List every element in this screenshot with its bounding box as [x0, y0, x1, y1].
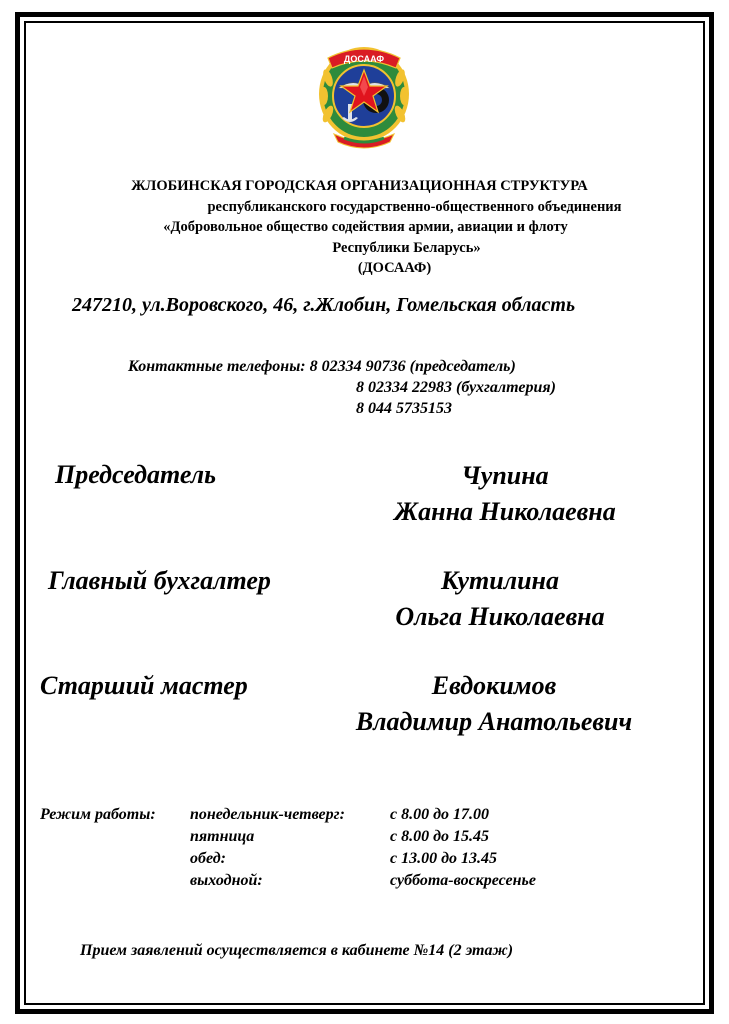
hours-day: понедельник-четверг:: [190, 806, 345, 823]
phone-mobile: 8 044 5735153: [356, 400, 452, 417]
surname: Кутилина: [441, 566, 559, 595]
staff-name-accountant: [340, 563, 660, 635]
hours-day: пятница: [190, 828, 255, 845]
hours-day: выходной:: [190, 872, 263, 889]
address: 247210, ул.Воровского, 46, г.Жлобин, Гомельская область: [72, 294, 576, 316]
contacts-label: Контактные телефоны:: [128, 358, 306, 375]
phone-accounting: 8 02334 22983 (бухгалтерия): [356, 379, 556, 396]
phone-chairman: 8 02334 90736 (председатель): [309, 358, 516, 375]
given-names: Ольга Николаевна: [395, 602, 605, 631]
hours-time: с 8.00 до 15.45: [390, 828, 490, 845]
staff-name-master: [334, 668, 654, 740]
reception-note: Прием заявлений осуществляется в кабинете №14 (2 этаж): [80, 942, 514, 959]
staff-role-chairman: Председатель: [55, 460, 217, 489]
hours-label: Режим работы:: [40, 806, 156, 823]
svg-text:ДОСААФ: ДОСААФ: [343, 54, 385, 64]
staff-name-chairman: [345, 458, 665, 530]
dosaaf-emblem: [314, 38, 414, 150]
hours-day: обед:: [190, 850, 226, 867]
given-names: Жанна Николаевна: [394, 497, 616, 526]
contacts-row: [128, 398, 556, 419]
organization-header: [40, 176, 689, 279]
surname: Евдокимов: [431, 671, 557, 700]
org-full-name-2: Республики Беларусь»: [332, 239, 481, 256]
contacts-row: [128, 377, 556, 398]
contacts-block: [128, 356, 556, 419]
contacts-row: [128, 356, 556, 377]
given-names: Владимир Анатольевич: [355, 707, 633, 736]
org-abbreviation: (ДОСААФ): [357, 260, 432, 276]
hours-time: суббота-воскресенье: [390, 872, 536, 889]
staff-role-accountant: Главный бухгалтер: [48, 566, 271, 595]
hours-time: с 8.00 до 17.00: [390, 806, 490, 823]
surname: Чупина: [461, 461, 549, 490]
org-title: ЖЛОБИНСКАЯ ГОРОДСКАЯ ОРГАНИЗАЦИОННАЯ СТРУКТУРА: [131, 178, 588, 194]
staff-role-master: Старший мастер: [40, 671, 248, 700]
org-full-name-1: «Добровольное общество содействия армии, авиации и флоту: [163, 219, 568, 235]
org-subtitle: республиканского государственно-общественного объединения: [207, 198, 622, 215]
hours-time: с 13.00 до 13.45: [390, 850, 498, 867]
